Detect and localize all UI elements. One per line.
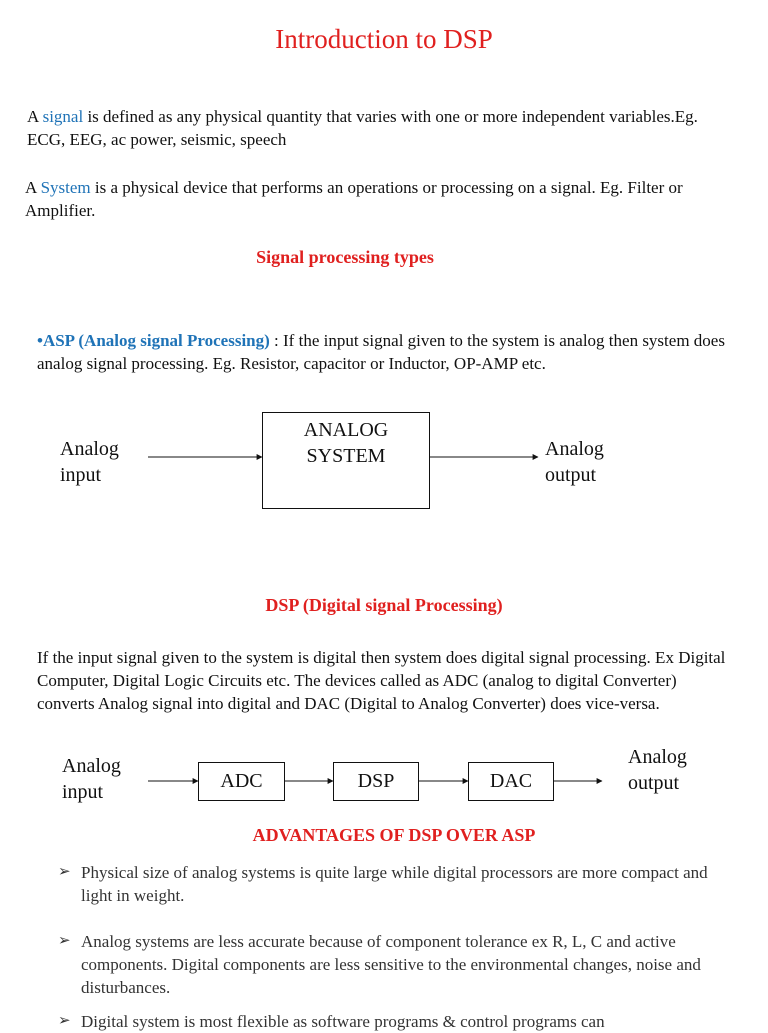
analog-system-label-2: SYSTEM <box>306 445 386 467</box>
dac-block: DAC <box>468 762 554 801</box>
digital-input-label: Analog input <box>62 755 121 803</box>
adc-block: ADC <box>198 762 285 801</box>
analog-output-label: Analog output <box>545 438 604 486</box>
types-heading: Signal processing types <box>256 247 434 267</box>
advantages-heading: ADVANTAGES OF DSP OVER ASP <box>252 825 536 845</box>
signal-prefix: A <box>27 107 43 126</box>
system-prefix: A <box>25 178 41 197</box>
advantage-item: ➢ Physical size of analog systems is quite large while digital processors are more compact and light in weight. <box>58 863 708 905</box>
system-rest: is a physical device that performs an operations or processing on a signal. Eg. Filter or Amplifier. <box>25 178 683 220</box>
signal-rest: is defined as any physical quantity that varies with one or more independent variables.Eg. ECG, EEG, ac power, seismic, speech <box>27 107 698 149</box>
system-term: System <box>40 178 91 197</box>
arrow-bullet-icon: ➢ <box>58 1013 71 1029</box>
asp-term: •ASP (Analog signal Processing) <box>37 331 270 350</box>
digital-output-label: Analog output <box>628 746 687 794</box>
asp-rest: : If the input signal given to the system is analog then system does analog signal processing. Eg. Resistor, capacitor or Inductor, OP-AMP etc. <box>37 331 725 373</box>
arrow-bullet-icon: ➢ <box>58 864 71 880</box>
signal-term: signal <box>42 107 84 126</box>
dsp-paragraph: If the input signal given to the system is digital then system does digital signal processing. Ex Digital Computer, Digital Logic Circuits etc. The devices called as ADC (analog to digital Converter) converts Analog signal into digital and DAC (Digital to Analog Converter) does vice-versa. <box>37 648 726 713</box>
dsp-block: DSP <box>333 762 419 801</box>
advantage-item: ➢ Digital system is most flexible as software programs & control programs can <box>58 1012 605 1031</box>
page-title: Introduction to DSP <box>275 24 493 54</box>
arrow-bullet-icon: ➢ <box>58 933 71 949</box>
analog-system-label-1: ANALOG <box>303 419 389 441</box>
analog-input-label: Analog input <box>60 438 119 486</box>
advantage-item: ➢ Analog systems are less accurate because of component tolerance ex R, L, C and active components. Digital components are less sensitive to the environmental changes, noise and disturbances. <box>58 932 701 997</box>
dsp-heading: DSP (Digital signal Processing) <box>265 595 503 615</box>
